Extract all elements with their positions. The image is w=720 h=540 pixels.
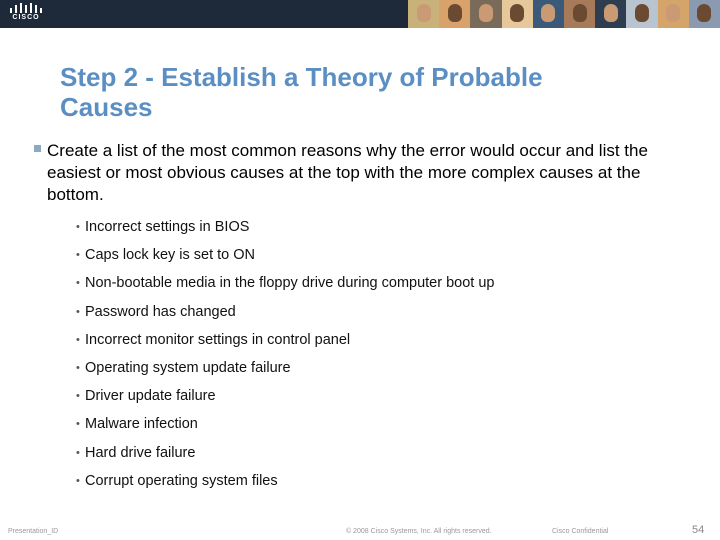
- dot-bullet-icon: •: [76, 249, 80, 262]
- dot-bullet-icon: •: [76, 221, 80, 233]
- person-photo-icon: [604, 4, 618, 22]
- slide-title-line-1: Step 2 - Establish a Theory of Probable: [60, 62, 543, 92]
- slide-title: [60, 62, 680, 122]
- list-item: • Hard drive failure: [76, 443, 676, 471]
- person-photo-icon: [573, 4, 587, 22]
- main-bullet: [34, 140, 674, 206]
- header-photo: [502, 0, 533, 28]
- list-item: • Corrupt operating system files: [76, 471, 676, 499]
- person-photo-icon: [417, 4, 431, 22]
- list-item: • Caps lock key is set to ON: [76, 245, 676, 273]
- dot-bullet-icon: •: [76, 333, 80, 346]
- list-item: • Incorrect monitor settings in control panel: [76, 330, 676, 358]
- dot-bullet-icon: •: [76, 305, 80, 318]
- header-photo: [626, 0, 657, 28]
- slide-title-line-2: Causes: [60, 92, 153, 122]
- cause-list: [76, 217, 676, 499]
- header-photo: [408, 0, 439, 28]
- dot-bullet-icon: •: [76, 361, 80, 374]
- page-number: 54: [692, 524, 705, 536]
- confidential-label: Cisco Confidential: [552, 528, 609, 535]
- dot-bullet-icon: •: [76, 277, 80, 290]
- slide-footer: [0, 524, 720, 540]
- header-photo: [595, 0, 626, 28]
- logo-text: CISCO: [12, 14, 40, 21]
- cisco-logo: [6, 2, 46, 26]
- person-photo-icon: [479, 4, 493, 22]
- list-item: • Malware infection: [76, 414, 676, 442]
- person-photo-icon: [541, 4, 555, 22]
- header-photo: [439, 0, 470, 28]
- copyright-notice: © 2008 Cisco Systems, Inc. All rights reserved.: [346, 528, 492, 535]
- person-photo-icon: [448, 4, 462, 22]
- header-photo: [470, 0, 501, 28]
- list-item: • Driver update failure: [76, 386, 676, 414]
- presentation-id: Presentation_ID: [8, 528, 59, 535]
- list-item: • Operating system update failure: [76, 358, 676, 386]
- header-photo: [564, 0, 595, 28]
- person-photo-icon: [697, 4, 711, 22]
- list-item: • Password has changed: [76, 302, 676, 330]
- person-photo-icon: [666, 4, 680, 22]
- square-bullet-icon: [34, 145, 41, 152]
- header-photo-strip: [408, 0, 720, 28]
- header-photo: [658, 0, 689, 28]
- person-photo-icon: [635, 4, 649, 22]
- dot-bullet-icon: •: [76, 390, 80, 403]
- header-banner: [0, 0, 720, 28]
- dot-bullet-icon: •: [76, 446, 80, 459]
- person-photo-icon: [510, 4, 524, 22]
- list-item: • Incorrect settings in BIOS: [76, 217, 676, 245]
- cisco-bars-icon: [8, 3, 44, 13]
- main-bullet-text: Create a list of the most common reasons why the error would occur and list the easiest or most obvious causes at the top with the more complex causes at the bottom.: [47, 141, 648, 204]
- dot-bullet-icon: •: [76, 418, 80, 431]
- list-item: • Non-bootable media in the floppy drive during computer boot up: [76, 273, 676, 301]
- dot-bullet-icon: •: [76, 474, 80, 487]
- header-photo: [689, 0, 720, 28]
- header-photo: [533, 0, 564, 28]
